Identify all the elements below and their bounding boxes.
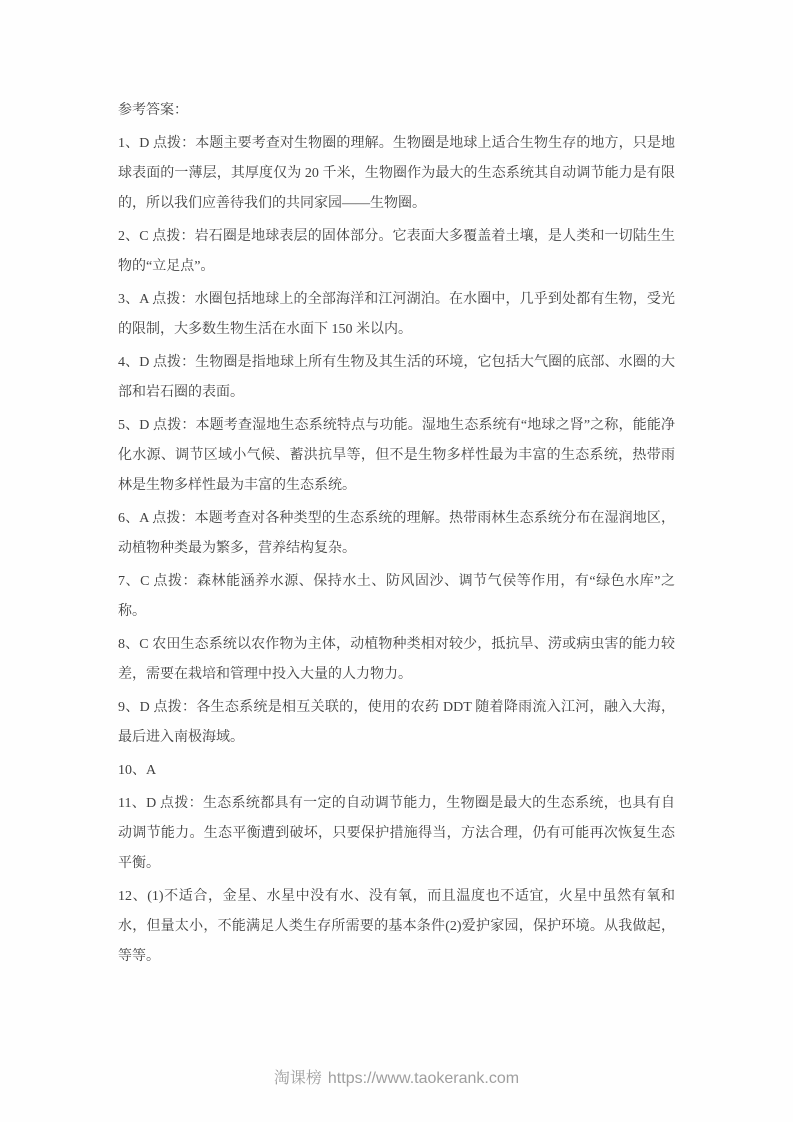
page-footer [0,1068,793,1090]
answer-key-content [118,96,675,975]
answer-item-4: 4、D 点拨：生物圈是指地球上所有生物及其生活的环境，它包括大气圈的底部、水圈的大部和岩石圈的表面。 [118,355,675,400]
answer-item-6: 6、A 点拨：本题考查对各种类型的生态系统的理解。热带雨林生态系统分布在湿润地区，动植物种类最为繁多，营养结构复杂。 [118,511,675,556]
answer-item-12: 12、(1)不适合，金星、水星中没有水、没有氧，而且温度也不适宜，火星中虽然有氧和水，但量太小，不能满足人类生存所需要的基本条件(2)爱护家园，保护环境。从我做起，等等。 [118,889,675,964]
page-title: 参考答案： [118,103,188,118]
answer-item-2: 2、C 点拨：岩石圈是地球表层的固体部分。它表面大多覆盖着土壤，是人类和一切陆生生物的“立足点”。 [118,229,675,274]
answer-item-7: 7、C 点拨：森林能涵养水源、保持水土、防风固沙、调节气侯等作用，有“绿色水库”之称。 [118,574,675,619]
answer-item-10: 10、A [118,763,157,778]
answer-item-3: 3、A 点拨：水圈包括地球上的全部海洋和江河湖泊。在水圈中，几乎到处都有生物，受光的限制，大多数生物生活在水面下 150 米以内。 [118,292,675,337]
footer-url[interactable]: https://www.taokerank.com [327,1070,520,1087]
answer-item-9: 9、D 点拨：各生态系统是相互关联的，使用的农药 DDT 随着降雨流入江河，融入大海，最后进入南极海域。 [118,700,675,745]
answer-item-11: 11、D 点拨：生态系统都具有一定的自动调节能力，生物圈是最大的生态系统，也具有自动调节能力。生态平衡遭到破坏，只要保护措施得当，方法合理，仍有可能再次恢复生态平衡。 [118,796,675,871]
footer-site-name: 淘课榜 [273,1070,322,1087]
answer-item-5: 5、D 点拨：本题考查湿地生态系统特点与功能。湿地生态系统有“地球之肾”之称，能能净化水源、调节区域小气候、蓄洪抗旱等，但不是生物多样性最为丰富的生态系统，热带雨林是生物多样性最为丰富的生态系统。 [118,418,675,493]
answer-item-8: 8、C 农田生态系统以农作物为主体，动植物种类相对较少，抵抗旱、涝或病虫害的能力较差，需要在栽培和管理中投入大量的人力物力。 [118,637,675,682]
answer-item-1: 1、D 点拨：本题主要考查对生物圈的理解。生物圈是地球上适合生物生存的地方，只是地球表面的一薄层，其厚度仅为 20 千米，生物圈作为最大的生态系统其自动调节能力是有限的，所以我们应善待我们的共同家园——生物圈。 [118,136,675,211]
